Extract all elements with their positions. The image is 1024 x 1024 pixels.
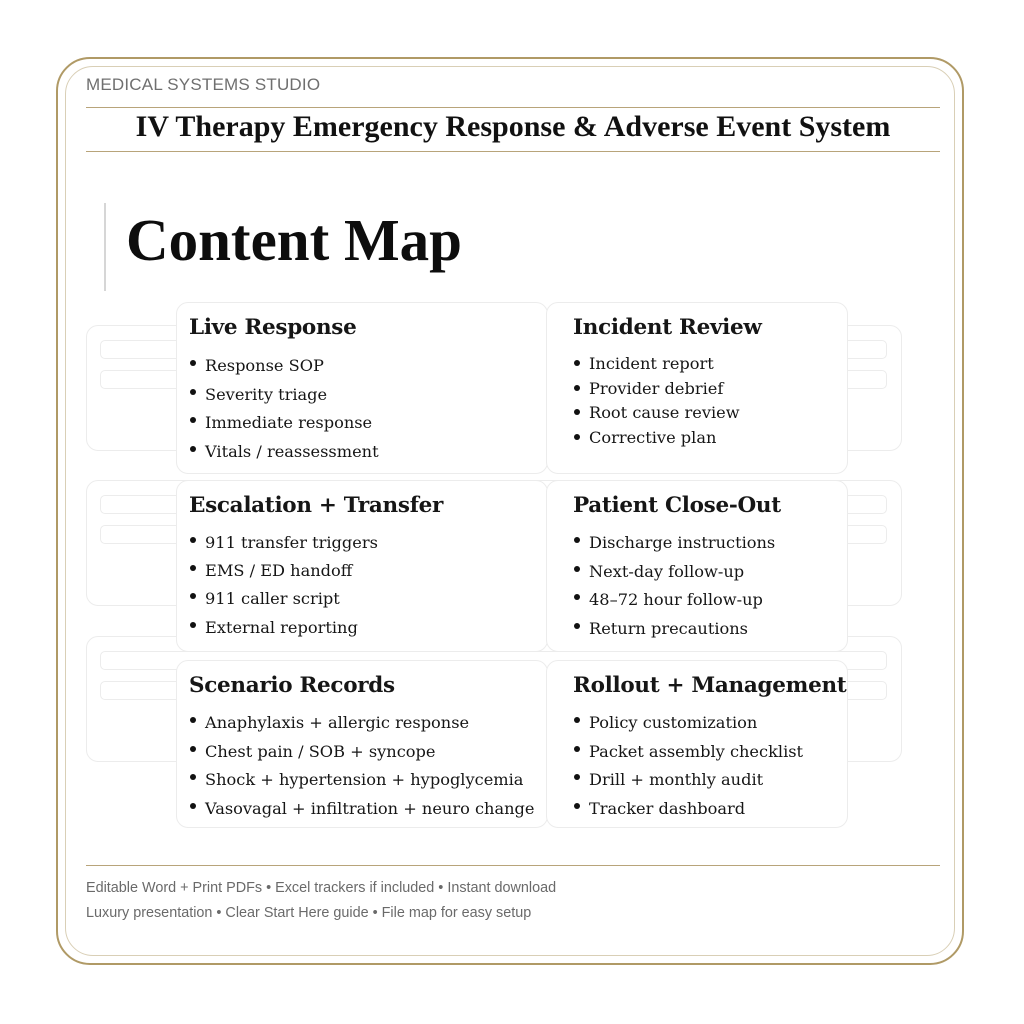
list-item: 911 caller script	[189, 585, 378, 613]
header-top-rule	[86, 107, 940, 108]
card-item-list	[189, 529, 378, 642]
list-item: Corrective plan	[573, 426, 740, 451]
card-item-list	[573, 709, 803, 823]
list-item: Policy customization	[573, 709, 803, 738]
card-heading: Rollout + Management	[573, 673, 847, 698]
list-item: Packet assembly checklist	[573, 738, 803, 767]
footer-line-1: Editable Word + Print PDFs • Excel trackers if included • Instant download	[86, 880, 557, 896]
list-item: External reporting	[189, 614, 378, 642]
header-bottom-rule	[86, 151, 940, 152]
card-incident-review	[546, 302, 848, 474]
list-item: Chest pain / SOB + syncope	[189, 738, 535, 767]
card-escalation-transfer	[176, 480, 548, 652]
list-item: Provider debrief	[573, 377, 740, 402]
card-scenario-records	[176, 660, 548, 828]
card-heading: Escalation + Transfer	[189, 493, 444, 518]
list-item: 48–72 hour follow-up	[573, 586, 775, 615]
list-item: Severity triage	[189, 381, 379, 410]
list-item: Discharge instructions	[573, 529, 775, 558]
list-item: Vasovagal + infiltration + neuro change	[189, 795, 535, 824]
list-item: Shock + hypertension + hypoglycemia	[189, 766, 535, 795]
card-patient-close-out	[546, 480, 848, 652]
section-title: Content Map	[126, 207, 462, 273]
list-item: Immediate response	[189, 409, 379, 438]
card-item-list	[189, 352, 379, 466]
document-title: IV Therapy Emergency Response & Adverse Event System	[135, 110, 891, 143]
section-accent-bar	[104, 203, 106, 291]
list-item: Anaphylaxis + allergic response	[189, 709, 535, 738]
list-item: Root cause review	[573, 401, 740, 426]
list-item: Drill + monthly audit	[573, 766, 803, 795]
brand-label: MEDICAL SYSTEMS STUDIO	[86, 75, 321, 94]
footer-line-2: Luxury presentation • Clear Start Here guide • File map for easy setup	[86, 905, 532, 921]
card-item-list	[189, 709, 535, 823]
card-heading: Scenario Records	[189, 673, 395, 698]
card-heading: Incident Review	[573, 315, 762, 340]
card-heading: Live Response	[189, 315, 357, 340]
card-item-list	[573, 529, 775, 643]
list-item: Next-day follow-up	[573, 558, 775, 587]
card-rollout-management	[546, 660, 848, 828]
card-heading: Patient Close-Out	[573, 493, 781, 518]
list-item: EMS / ED handoff	[189, 557, 378, 585]
list-item: Response SOP	[189, 352, 379, 381]
list-item: Tracker dashboard	[573, 795, 803, 824]
card-item-list	[573, 352, 740, 450]
list-item: Incident report	[573, 352, 740, 377]
list-item: Vitals / reassessment	[189, 438, 379, 467]
list-item: 911 transfer triggers	[189, 529, 378, 557]
footer-rule	[86, 865, 940, 866]
card-live-response	[176, 302, 548, 474]
list-item: Return precautions	[573, 615, 775, 644]
